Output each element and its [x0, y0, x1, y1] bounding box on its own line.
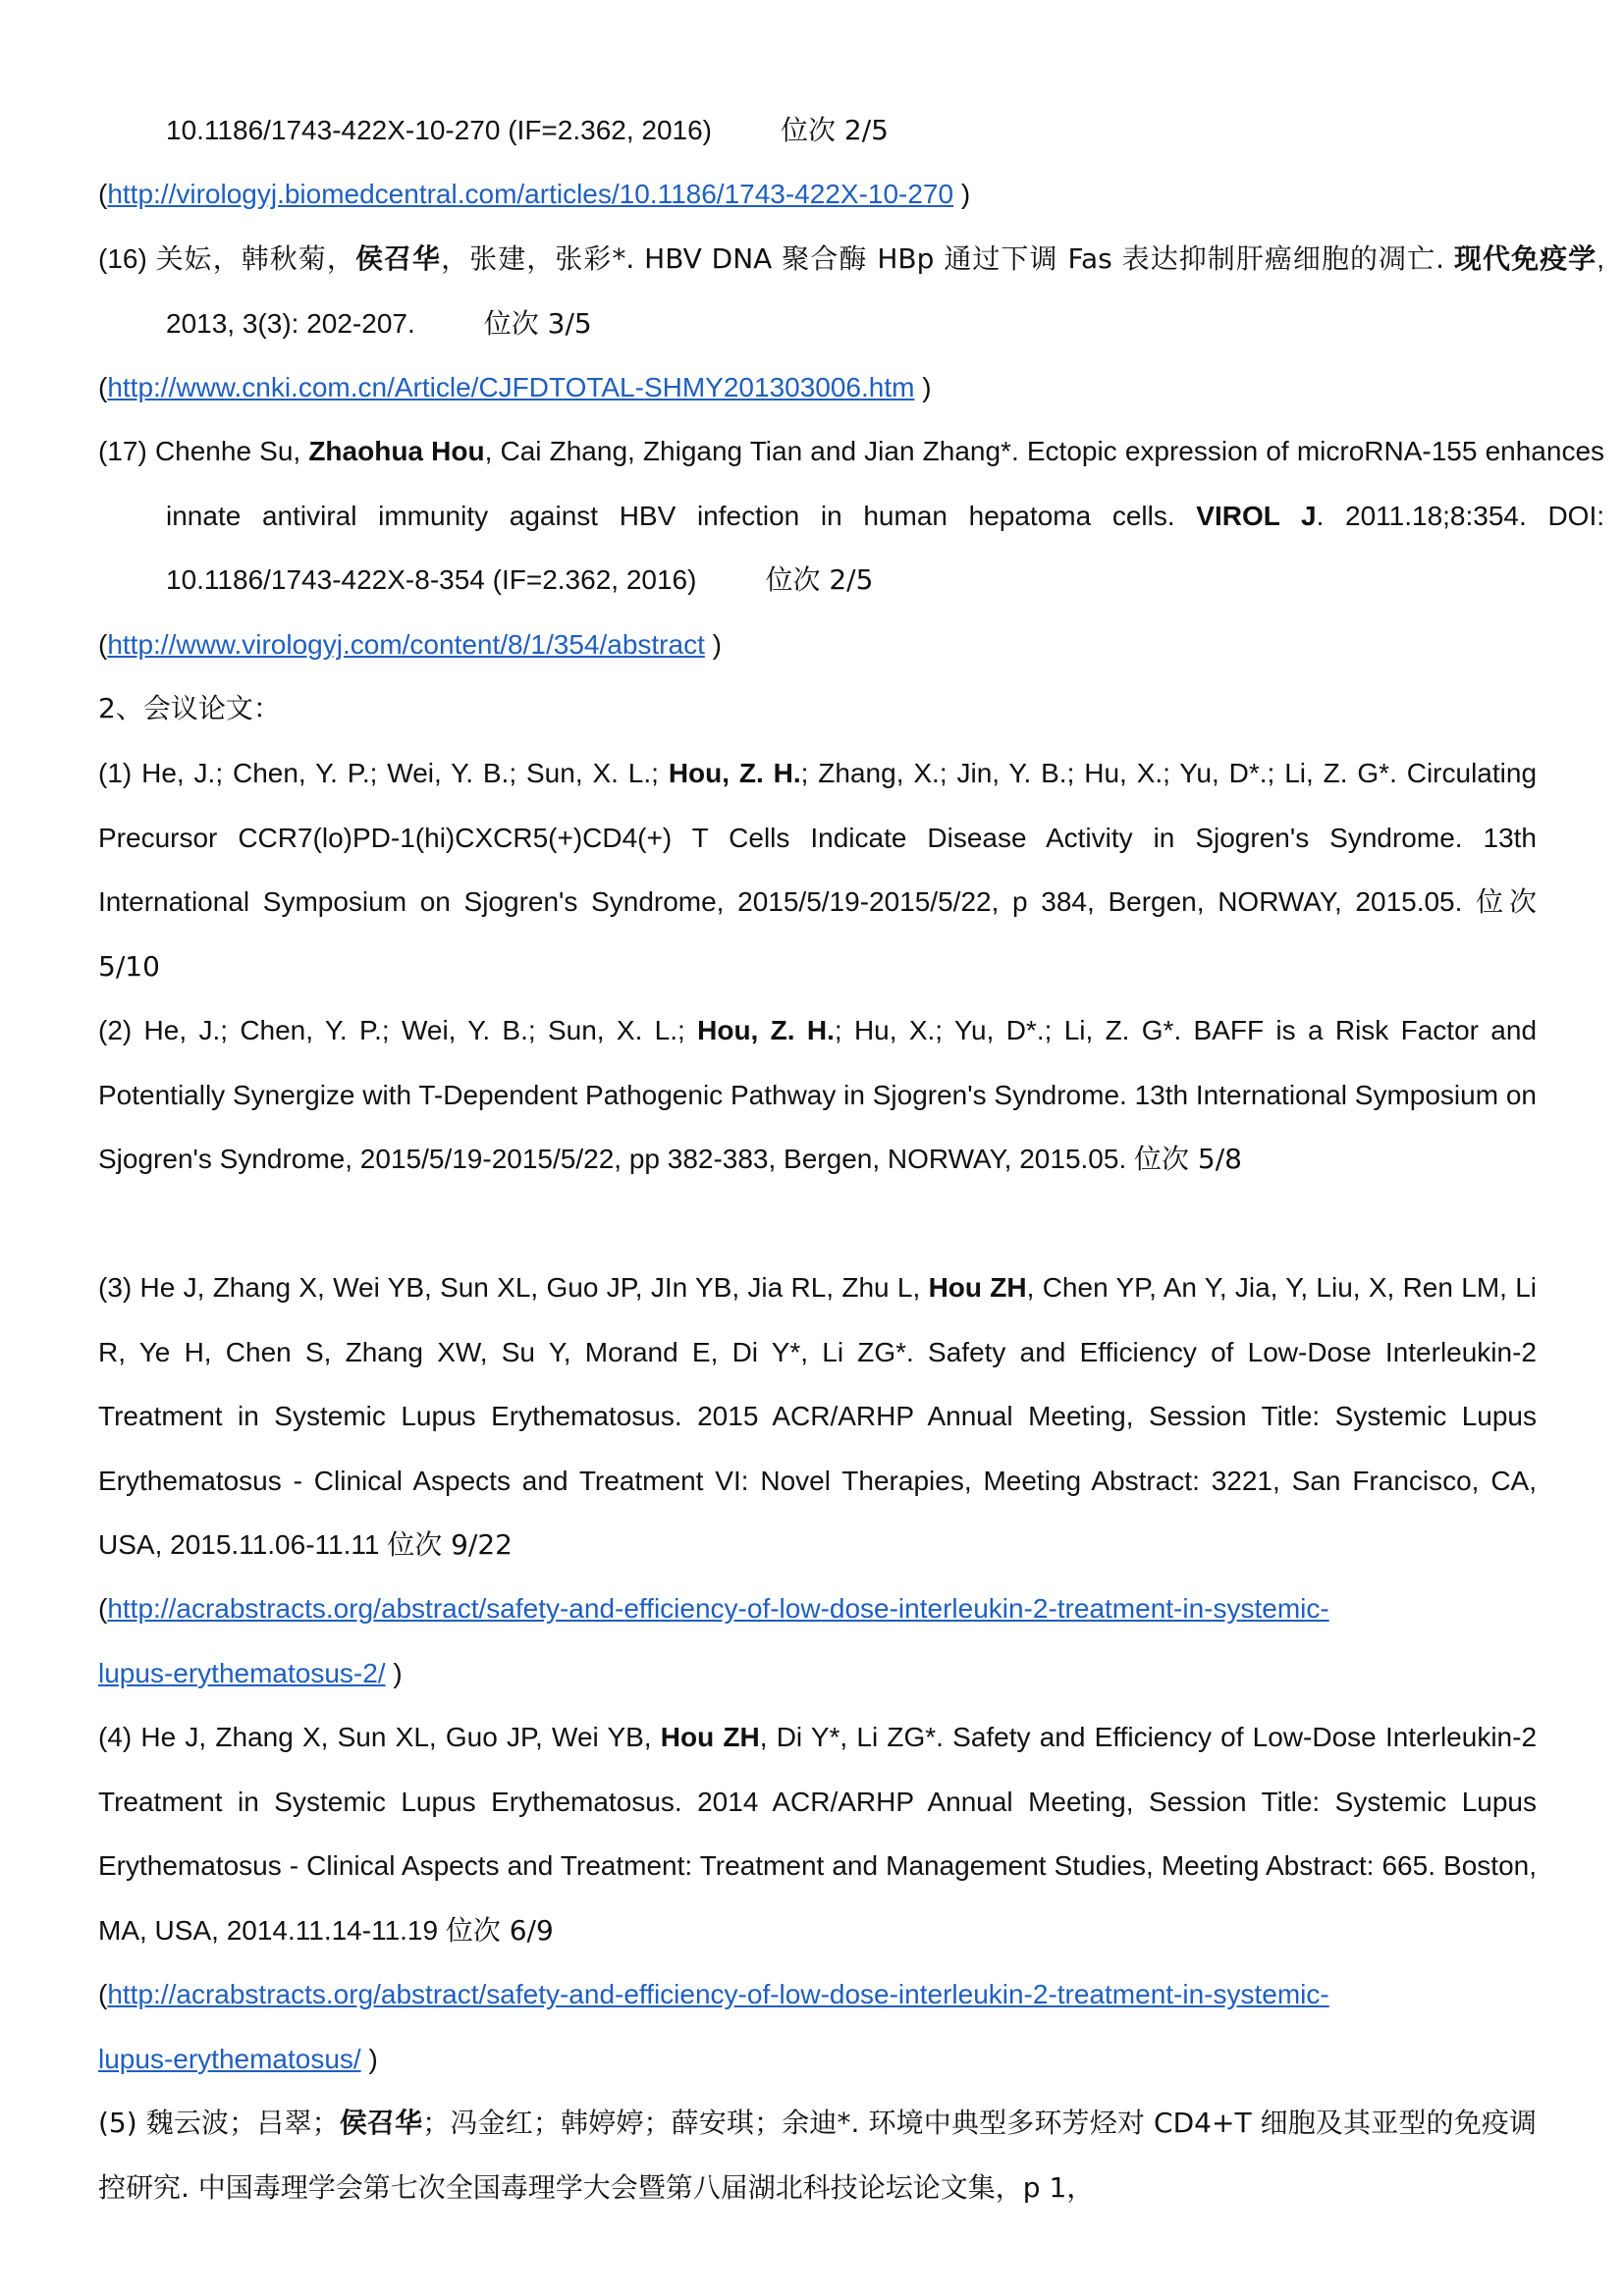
- conf5-entry: [98, 2091, 1537, 2219]
- paren-close: ): [914, 372, 932, 402]
- conf3-highlight-author: Hou ZH: [928, 1272, 1027, 1303]
- conf3-link[interactable]: http://acrabstracts.org/abstract/safety-and-efficiency-of-low-dose-interleukin-2-treatment-in-systemic-: [107, 1593, 1329, 1624]
- ref16-citation: , 2013, 3(3): 202-207.: [166, 243, 1604, 339]
- paren-close: ): [385, 1657, 403, 1688]
- ref17-entry: [98, 419, 1604, 613]
- conf3-body: , Chen YP, An Y, Jia, Y, Liu, X, Ren LM, Li R, Ye H, Chen S, Zhang XW, Su Y, Morand E, Di Y*, Li ZG*. Safety and Efficiency of Low-Dose Interleukin-2 Treatment in Systemic Lupus Erythematosus. 2015 ACR/ARHP Annual Meeting, Session Title: Systemic Lupus Erythematosus - Clinical Aspects and Treatment VI: Novel Therapies, Meeting Abstract: 3221, San Francisco, CA, USA, 2015.11.06-11.11: [98, 1272, 1538, 1560]
- conf2-number: (2): [98, 1015, 144, 1045]
- conf5-authors: 魏云波；吕翠；: [145, 2107, 340, 2139]
- ref16-journal: 现代免疫学: [1453, 242, 1597, 275]
- conf4-link-block: [98, 1962, 1537, 2091]
- paren-open: (: [98, 179, 108, 209]
- paren-open: (: [98, 372, 108, 402]
- conf4-number: (4): [98, 1722, 141, 1752]
- conf1-entry: [98, 741, 1537, 998]
- ref17-number: (17): [98, 436, 147, 466]
- ref15-doi-text: 10.1186/1743-422X-10-270 (IF=2.362, 2016): [166, 115, 713, 145]
- conf2-highlight-author: Hou, Z. H.: [697, 1015, 835, 1045]
- conf4-authors: He J, Zhang X, Sun XL, Guo JP, Wei YB,: [140, 1722, 661, 1752]
- conf4-link-continued[interactable]: lupus-erythematosus/: [98, 2043, 361, 2074]
- conf3-link-block: [98, 1576, 1537, 1705]
- ref16-number: (16): [98, 243, 147, 274]
- paren-open: (: [98, 1979, 108, 2009]
- conf5-body: ；冯金红；韩婷婷；薛安琪；余迪*. 环境中典型多环芳烃对 CD4+T 细胞及其亚型的免疫调控研究. 中国毒理学会第七次全国毒理学大会暨第八届湖北科技论坛论文集，p 1，: [98, 2107, 1537, 2204]
- ref15-link-line: [98, 162, 1537, 227]
- conf4-position: 位次 6/9: [445, 1913, 554, 1947]
- conf3-entry: [98, 1255, 1537, 1577]
- conf2-position: 位次 5/8: [1134, 1143, 1242, 1175]
- ref16-entry: [98, 227, 1604, 355]
- ref16-link-line: [98, 355, 1537, 420]
- paren-close: ): [360, 2043, 378, 2074]
- ref17-link[interactable]: http://www.virologyj.com/content/8/1/354/abstract: [107, 629, 705, 660]
- ref17-journal: VIROL J: [1196, 500, 1317, 531]
- ref16-link[interactable]: http://www.cnki.com.cn/Article/CJFDTOTAL-SHMY201303006.htm: [107, 372, 915, 402]
- ref17-title: , Cai Zhang, Zhigang Tian and Jian Zhang*. Ectopic expression of microRNA-155 enhances innate antiviral immunity against HBV infection in human hepatoma cells.: [166, 436, 1605, 531]
- section-heading-conference-papers: 2、会议论文：: [98, 692, 281, 724]
- ref17-citation: . 2011.18;8:354. DOI: 10.1186/1743-422X-8-354 (IF=2.362, 2016): [166, 500, 1604, 595]
- conf4-highlight-author: Hou ZH: [660, 1722, 760, 1752]
- conf4-entry: [98, 1705, 1537, 1962]
- ref16-authors: 关妘，韩秋菊，: [155, 242, 355, 275]
- ref17-highlight-author: Zhaohua Hou: [308, 436, 485, 466]
- ref16-position: 位次 3/5: [483, 306, 592, 340]
- conf2-body: ; Hu, X.; Yu, D*.; Li, Z. G*. BAFF is a Risk Factor and Potentially Synergize with T-Dependent Pathogenic Pathway in Sjogren's Syndrome. 13th International Symposium on Sjogren's Syndrome, 2015/5/19-2015/5/22, pp 382-383, Bergen, NORWAY, 2015.05.: [98, 1015, 1538, 1174]
- paren-open: (: [98, 1593, 108, 1624]
- ref15-link[interactable]: http://virologyj.biomedcentral.com/articles/10.1186/1743-422X-10-270: [107, 179, 954, 209]
- conf1-number: (1): [98, 758, 142, 788]
- ref17-link-line: [98, 613, 1537, 677]
- conf1-body: ; Zhang, X.; Jin, Y. B.; Hu, X.; Yu, D*.; Li, Z. G*. Circulating Precursor CCR7(lo)PD-1(hi)CXCR5(+)CD4(+) T Cells Indicate Disease Activity in Sjogren's Syndrome. 13th International Symposium on Sjogren's Syndrome, 2015/5/19-2015/5/22, p 384, Bergen, NORWAY, 2015.05.: [98, 758, 1538, 917]
- conf3-position: 位次 9/22: [387, 1528, 513, 1561]
- conf2-authors: He, J.; Chen, Y. P.; Wei, Y. B.; Sun, X. L.;: [143, 1015, 698, 1045]
- ref16-highlight-author: 侯召华: [354, 242, 442, 275]
- conf5-highlight-author: 侯召华: [339, 2107, 423, 2139]
- conf1-highlight-author: Hou, Z. H.: [668, 758, 801, 788]
- ref15-position: 位次 2/5: [781, 114, 889, 146]
- paren-open: (: [98, 629, 108, 660]
- paren-close: ): [704, 629, 722, 660]
- conf4-body: , Di Y*, Li ZG*. Safety and Efficiency of Low-Dose Interleukin-2 Treatment in Systemic Lupus Erythematosus. 2014 ACR/ARHP Annual Meeting, Session Title: Systemic Lupus Erythematosus - Clinical Aspects and Treatment: Treatment and Management Studies, Meeting Abstract: 665. Boston, MA, USA, 2014.11.14-11.19: [98, 1722, 1538, 1946]
- conf1-position: 位次 5/10: [98, 885, 1537, 983]
- conf2-entry: [98, 998, 1537, 1192]
- ref16-title: ，张建，张彩*. HBV DNA 聚合酶 HBp 通过下调 Fas 表达抑制肝癌细胞的凋亡.: [441, 242, 1454, 275]
- conf1-authors: He, J.; Chen, Y. P.; Wei, Y. B.; Sun, X. L.;: [141, 758, 669, 788]
- conf3-number: (3): [98, 1272, 140, 1303]
- conf4-link[interactable]: http://acrabstracts.org/abstract/safety-and-efficiency-of-low-dose-interleukin-2-treatment-in-systemic-: [107, 1979, 1329, 2009]
- ref17-authors: Chenhe Su,: [154, 436, 309, 466]
- paren-close: ): [953, 179, 971, 209]
- conf3-link-continued[interactable]: lupus-erythematosus-2/: [98, 1657, 386, 1688]
- conf5-number: (5): [98, 2107, 146, 2139]
- conf3-authors: He J, Zhang X, Wei YB, Sun XL, Guo JP, JIn YB, Jia RL, Zhu L,: [139, 1272, 929, 1303]
- ref17-position: 位次 2/5: [765, 563, 874, 596]
- ref15-continuation: [98, 98, 1604, 163]
